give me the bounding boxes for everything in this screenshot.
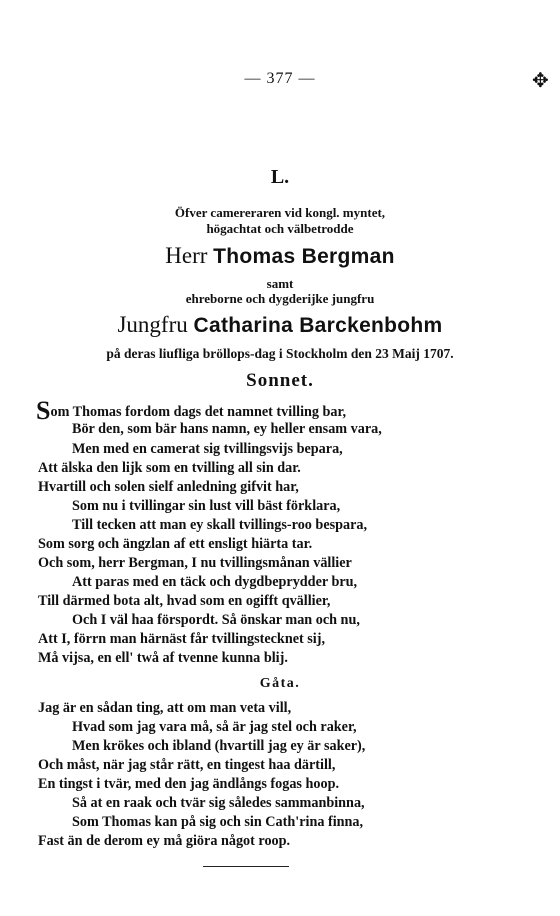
section-numeral: L. (270, 166, 290, 188)
sonnet-line-8: Som sorg och ängzlan af ett ensligt hiärta tar. (38, 536, 313, 552)
riddle-line-2: Hvad som jag vara må, så är jag stel och raker, (72, 719, 357, 735)
closing-rule (203, 866, 289, 867)
riddle-line-8: Fast än de derom ey må giöra något roop. (38, 833, 291, 849)
sonnet-line-10: Att paras med en täck och dygdbeprydder bru, (72, 574, 358, 590)
sonnet-line-9: Och som, herr Bergman, I nu tvillingsmånan vällier (38, 555, 352, 571)
sonnet-line-3: Men med en camerat sig tvillingsvijs bepara, (72, 441, 343, 457)
samt-line: samt (266, 276, 294, 291)
sonnet-line-1: Som Thomas fordom dags det namnet tvilling bar, (36, 396, 347, 425)
groom-heading (0, 243, 560, 269)
sonnet-title: Sonnet. (246, 370, 314, 391)
bride-heading (0, 312, 560, 338)
corner-mark-icon: ✥ (532, 70, 549, 92)
dedication-line-1: Öfver camereraren vid kongl. myntet, (174, 205, 386, 220)
riddle-line-1: Jag är en sådan ting, att om man veta vill, (38, 700, 292, 716)
sonnet-line-6: Som nu i tvillingar sin lust vill bäst förklara, (72, 498, 341, 514)
sonnet-line-4: Att älska den lijk som en tvilling all sin dar. (38, 460, 301, 476)
page-number: — 377 — (244, 70, 316, 87)
riddle-line-5: En tingst i tvär, med den jag ändlångs fogas hoop. (38, 776, 340, 792)
bride-prefix: Jungfru (117, 312, 188, 337)
bride-name: Catharina Barckenbohm (193, 314, 443, 337)
riddle-title: Gåta. (259, 676, 301, 691)
drop-cap: S (36, 396, 51, 425)
groom-prefix: Herr (165, 243, 208, 268)
sonnet-line-11: Till därmed bota alt, hvad som en ogifft qvällier, (38, 593, 331, 609)
sonnet-line-13: Att I, förrn man härnäst får tvillingstecknet sij, (38, 631, 326, 647)
riddle-line-6: Så at en raak och tvär sig således sammanbinna, (72, 795, 365, 811)
riddle-line-7: Som Thomas kan på sig och sin Cath'rina finna, (72, 814, 364, 830)
occasion-line: på deras liufliga bröllops-dag i Stockholm den 23 Maij 1707. (106, 346, 454, 361)
riddle-line-3: Men krökes och ibland (hvartill jag ey är saker), (72, 738, 366, 754)
sonnet-line-5: Hvartill och solen sielf anledning gifvit har, (38, 479, 299, 495)
dedication-line-2: högachtat och välbetrodde (206, 221, 354, 236)
groom-name: Thomas Bergman (213, 245, 395, 268)
sonnet-line-2: Bör den, som bär hans namn, ey heller ensam vara, (72, 421, 382, 437)
sonnet-line-7: Till tecken att man ey skall tvillings-roo bespara, (72, 517, 368, 533)
sonnet-line-12: Och I väl haa förspordt. Så önskar man och nu, (72, 612, 360, 628)
bride-description: ehreborne och dygderijke jungfru (185, 291, 375, 306)
riddle-line-4: Och måst, när jag står rätt, en tingest haa därtill, (38, 757, 336, 773)
sonnet-line-14: Må vijsa, en ell' twå af tvenne kunna blij. (38, 650, 288, 666)
